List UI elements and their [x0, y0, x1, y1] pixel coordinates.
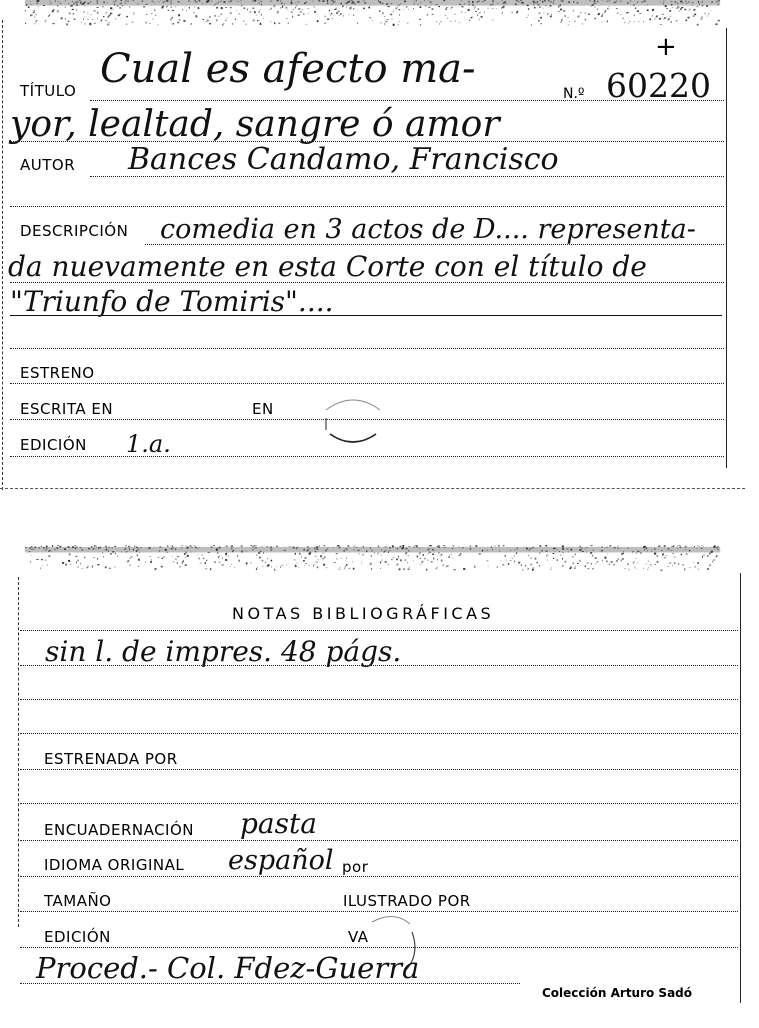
idioma-label: IDIOMA ORIGINAL — [44, 856, 185, 874]
estrenada-label: ESTRENADA POR — [44, 750, 178, 768]
card-back-right-edge — [740, 573, 741, 1003]
en-label: EN — [252, 400, 274, 418]
blank-rule-1 — [10, 206, 724, 207]
descripcion-line1: comedia en 3 actos de D.... representa- — [160, 214, 696, 245]
encuadernacion-value: pasta — [240, 807, 317, 840]
coleccion-credit: Colección Arturo Sadó — [542, 986, 693, 1000]
descripcion-line2: da nuevamente en esta Corte con el título de — [8, 250, 647, 283]
por-label: por — [342, 858, 369, 876]
notas-rule-3 — [20, 699, 738, 700]
autor-rule — [90, 176, 724, 177]
notas-rule-2 — [20, 665, 738, 666]
card-right-edge — [726, 28, 727, 468]
titulo-line1: Cual es afecto ma- — [100, 46, 476, 92]
idioma-rule — [20, 876, 738, 877]
idioma-value: español — [228, 845, 334, 876]
proced-rule — [20, 983, 520, 984]
card-bottom-edge — [0, 488, 745, 489]
edicion-back-label: EDICIÓN — [44, 928, 111, 946]
plus-mark: + — [655, 32, 677, 62]
catalog-card-back — [0, 545, 745, 1028]
tamano-label: TAMAÑO — [44, 892, 112, 910]
notas-title: NOTAS BIBLIOGRÁFICAS — [232, 604, 495, 623]
va-label: VA — [348, 928, 369, 946]
ilustrado-label: ILUSTRADO POR — [343, 892, 471, 910]
estrenada-rule — [20, 769, 738, 770]
titulo-rule-1 — [90, 100, 724, 101]
descripcion-rule-3 — [10, 315, 722, 316]
autor-value: Bances Candamo, Francisco — [128, 142, 559, 177]
blank-rule-2 — [10, 348, 724, 349]
descripcion-rule-2 — [10, 282, 724, 283]
titulo-line2: yor, lealtad, sangre ó amor — [10, 104, 500, 145]
escrita-en-label: ESCRITA EN — [20, 400, 114, 418]
descripcion-rule-1 — [145, 244, 724, 245]
encuadernacion-label: ENCUADERNACIÓN — [44, 821, 195, 839]
titulo-label: TÍTULO — [20, 82, 77, 100]
blank-rule-back — [20, 803, 738, 804]
card-back-left-edge — [18, 577, 19, 927]
edicion-rule — [10, 456, 724, 457]
descripcion-line3: "Triunfo de Tomiris".... — [10, 285, 334, 318]
estreno-label: ESTRENO — [20, 364, 95, 382]
numero-label: N.º — [563, 86, 585, 102]
descripcion-label: DESCRIPCIÓN — [20, 222, 129, 240]
notas-rule-1 — [20, 630, 738, 631]
card-left-edge — [2, 20, 3, 490]
encuadernacion-rule — [20, 840, 738, 841]
numero-value: 60220 — [606, 66, 711, 105]
torn-top-edge-back — [0, 545, 745, 573]
estreno-rule — [10, 383, 724, 384]
edicion-value: 1.a. — [126, 430, 171, 458]
notas-rule-4 — [20, 733, 738, 734]
notas-value: sin l. de impres. 48 págs. — [45, 635, 402, 668]
autor-label: AUTOR — [20, 156, 76, 174]
proced-value: Proced.- Col. Fdez-Guerra — [36, 951, 420, 985]
punch-hole-mark — [318, 390, 388, 450]
catalog-card-front — [0, 0, 745, 492]
torn-top-edge — [0, 0, 745, 28]
edicion-label: EDICIÓN — [20, 436, 87, 454]
edicion-back-rule — [20, 947, 738, 948]
